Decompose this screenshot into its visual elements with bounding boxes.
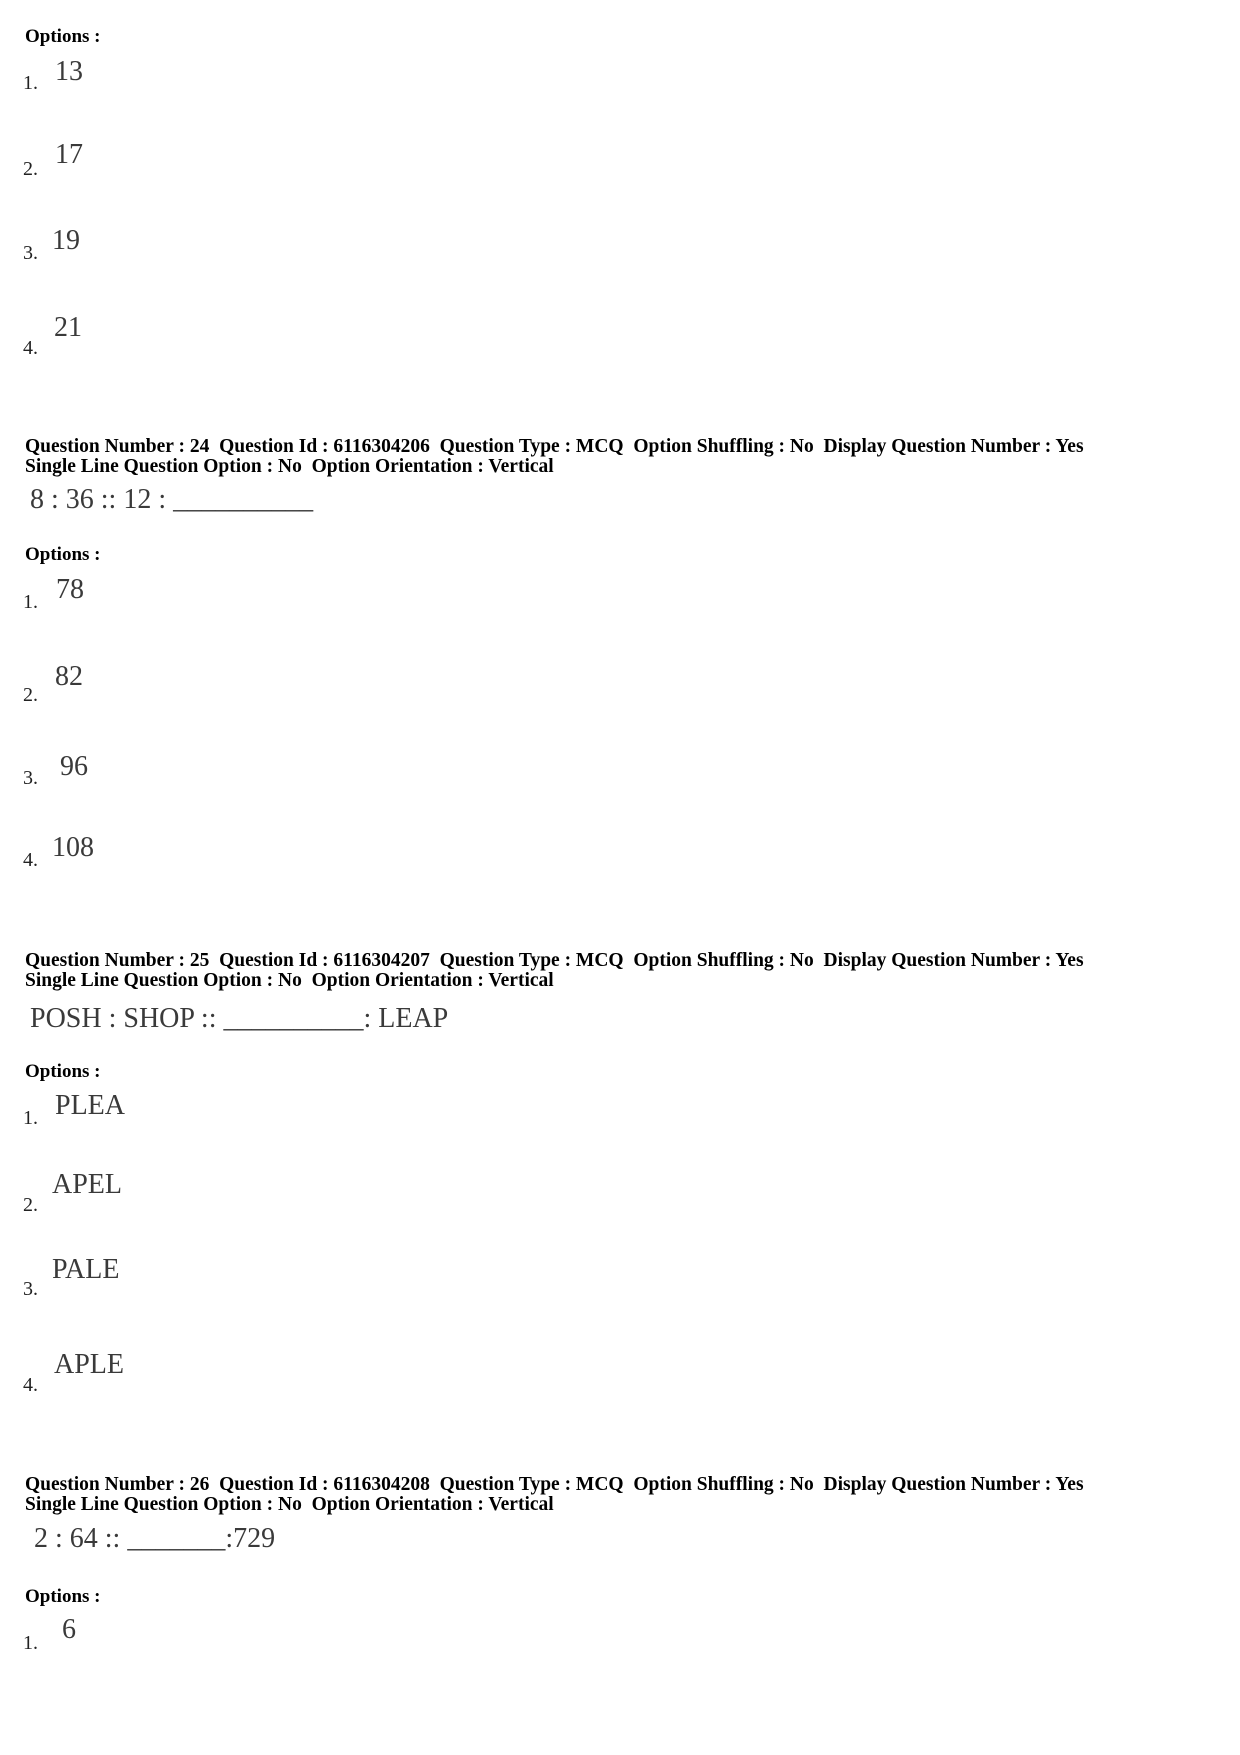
question-text: 8 : 36 :: 12 : __________ (30, 484, 314, 515)
question-meta: Question Number : 25 Question Id : 6116304207 Question Type : MCQ Option Shuffling : No Display Question Number : Yes (25, 950, 1084, 971)
option-number: 1. (23, 72, 38, 94)
option-value: APEL (52, 1169, 122, 1200)
option-number: 2. (23, 1194, 38, 1216)
option-value: 13 (55, 56, 83, 87)
question-meta: Question Number : 24 Question Id : 6116304206 Question Type : MCQ Option Shuffling : No Display Question Number : Yes (25, 436, 1084, 457)
option-number: 3. (23, 767, 38, 789)
question-meta: Single Line Question Option : No Option Orientation : Vertical (25, 970, 554, 991)
question-meta: Single Line Question Option : No Option Orientation : Vertical (25, 1494, 554, 1515)
option-value: APLE (54, 1349, 124, 1380)
question-text: POSH : SHOP :: __________: LEAP (30, 1003, 449, 1034)
option-value: 78 (56, 574, 84, 605)
option-value: 82 (55, 661, 83, 692)
option-number: 4. (23, 1374, 38, 1396)
option-value: PALE (52, 1254, 120, 1285)
option-number: 1. (23, 591, 38, 613)
option-value: 21 (54, 312, 82, 343)
option-number: 4. (23, 849, 38, 871)
options-label: Options : (25, 544, 101, 565)
options-label: Options : (25, 1061, 101, 1082)
option-number: 1. (23, 1632, 38, 1654)
option-number: 1. (23, 1107, 38, 1129)
option-value: 108 (52, 832, 94, 863)
options-label: Options : (25, 1586, 101, 1607)
option-value: 6 (62, 1614, 76, 1645)
option-number: 3. (23, 242, 38, 264)
options-label: Options : (25, 26, 101, 47)
option-value: PLEA (55, 1090, 125, 1121)
option-value: 19 (52, 225, 80, 256)
option-number: 3. (23, 1278, 38, 1300)
question-meta: Single Line Question Option : No Option Orientation : Vertical (25, 456, 554, 477)
option-number: 2. (23, 684, 38, 706)
option-value: 17 (55, 139, 83, 170)
option-number: 4. (23, 337, 38, 359)
question-text: 2 : 64 :: _______:729 (34, 1523, 276, 1554)
question-meta: Question Number : 26 Question Id : 6116304208 Question Type : MCQ Option Shuffling : No Display Question Number : Yes (25, 1474, 1084, 1495)
option-number: 2. (23, 158, 38, 180)
option-value: 96 (60, 751, 88, 782)
